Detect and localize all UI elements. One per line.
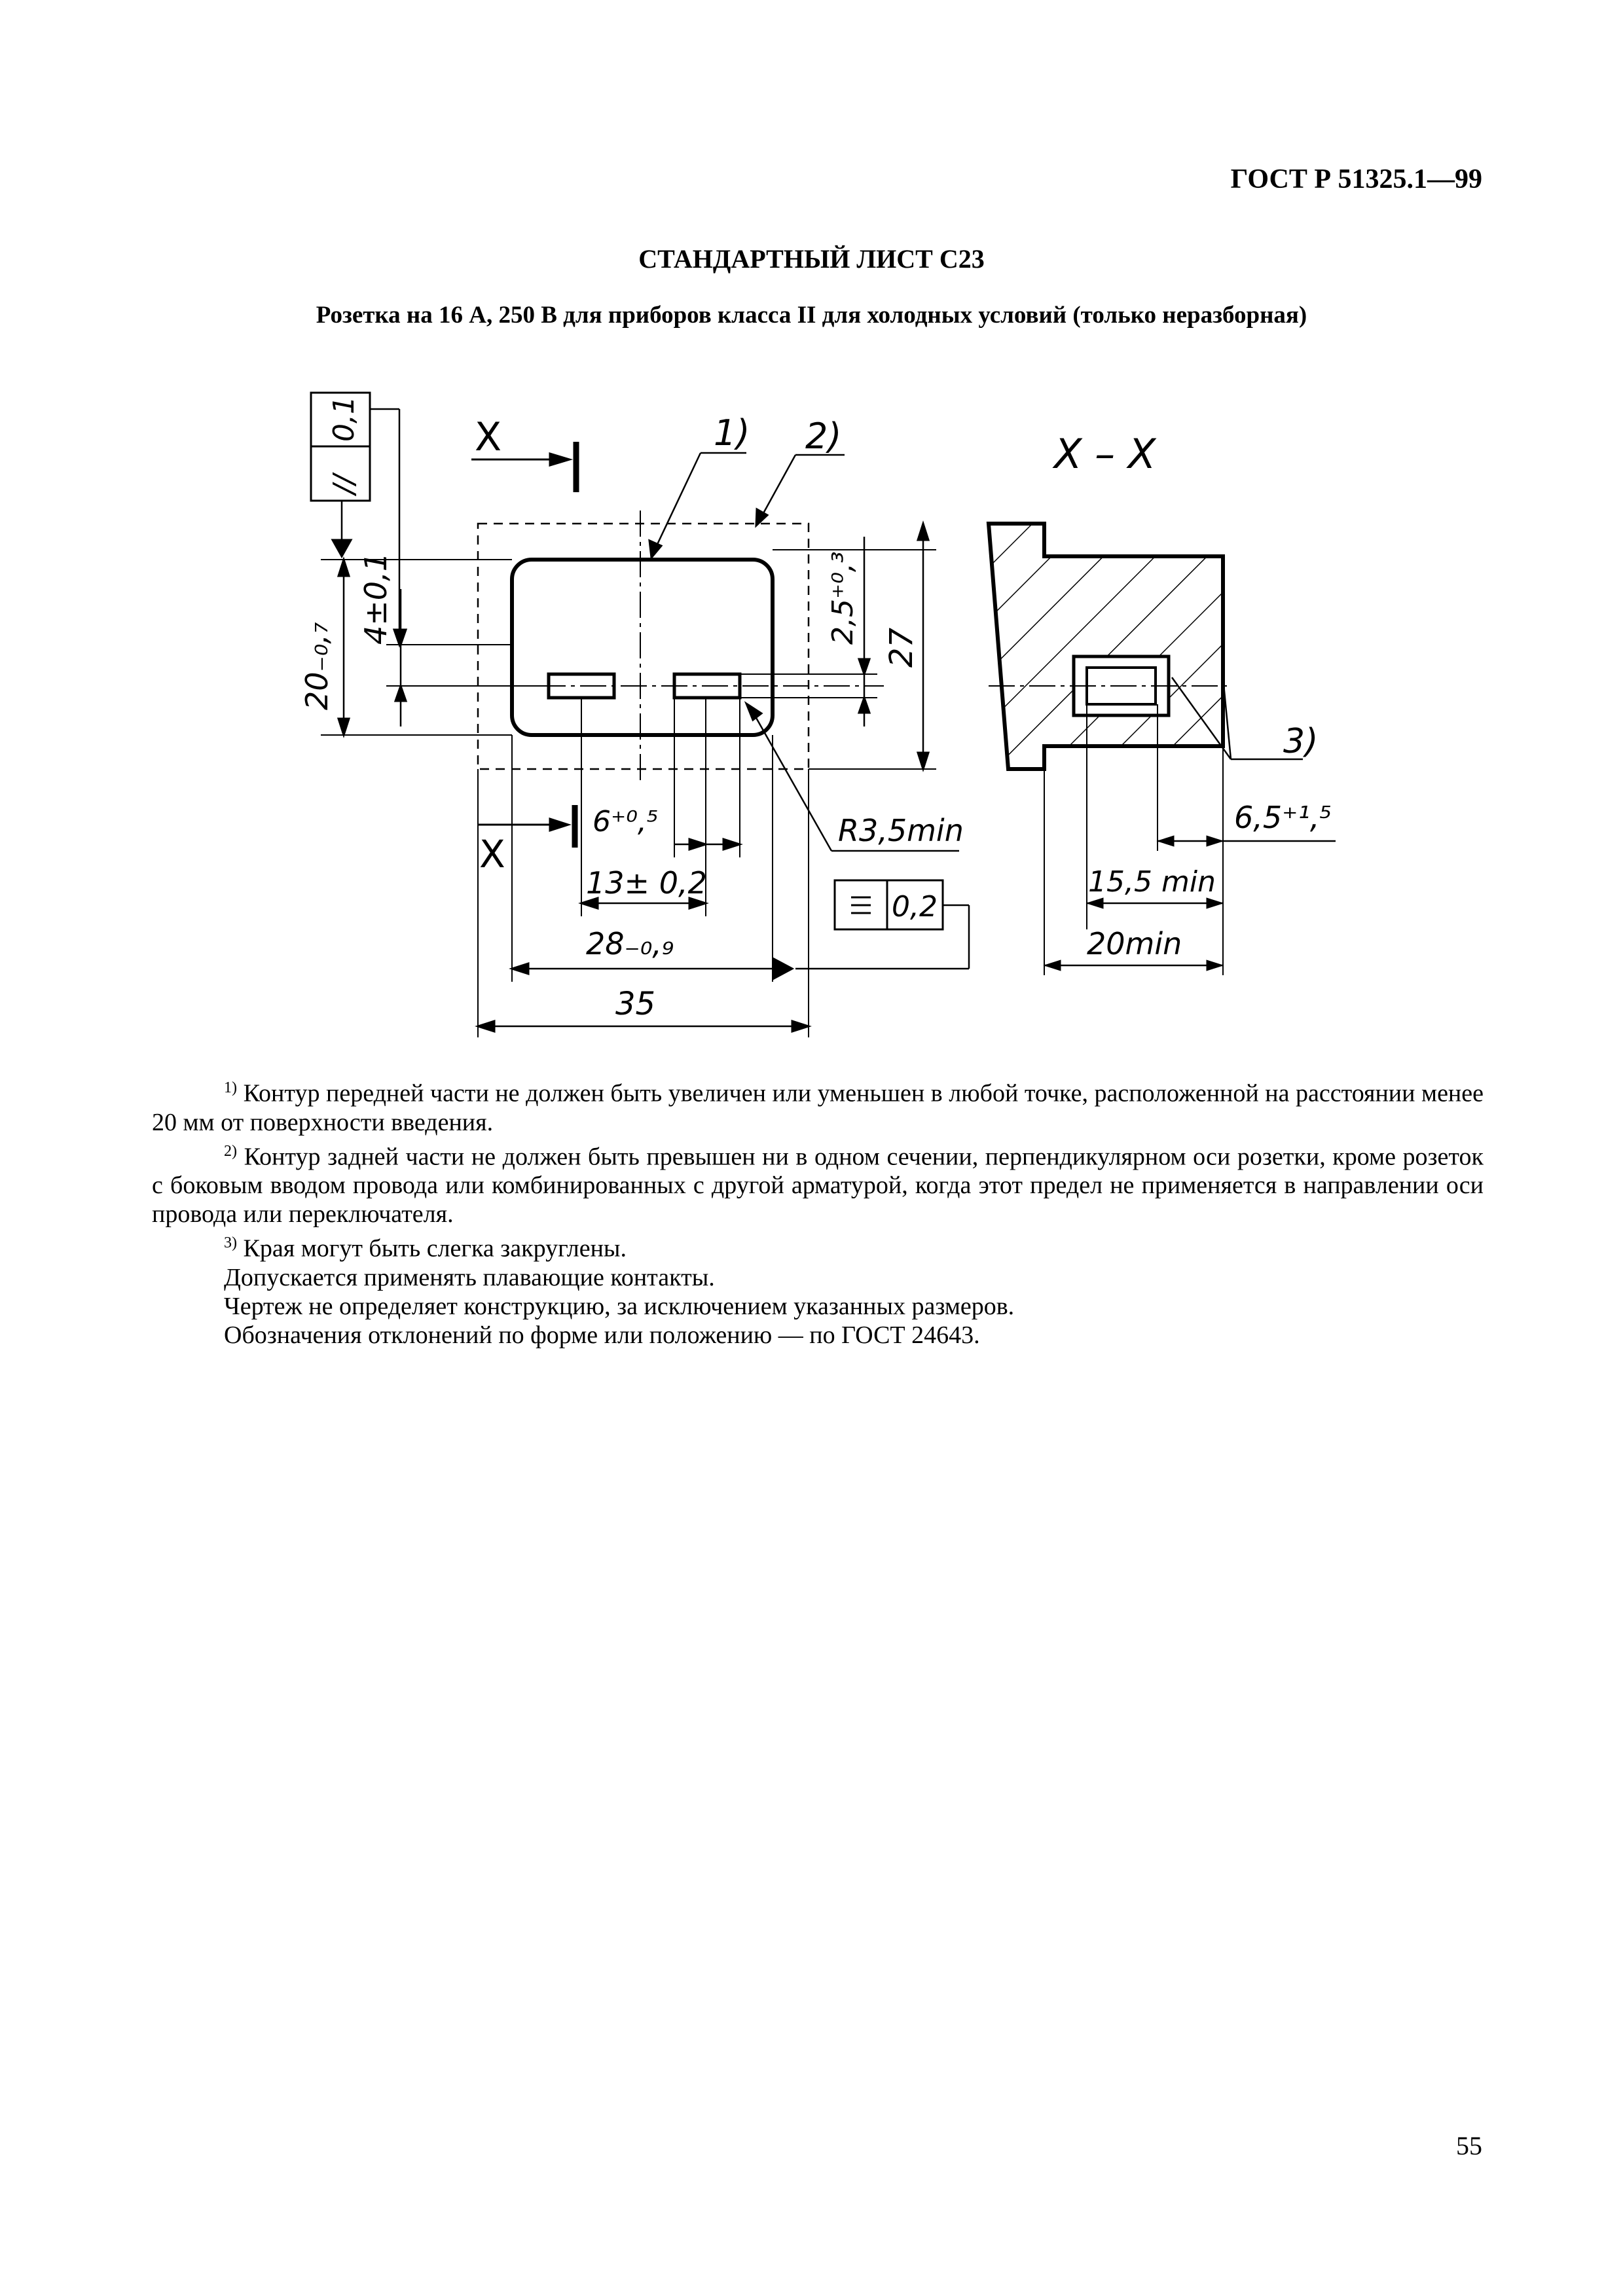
- section-mark-top: X: [475, 414, 502, 460]
- technical-drawing: [0, 0, 1623, 1047]
- sheet-subtitle: Розетка на 16 А, 250 В для приборов класса II для холодных условий (только неразборная): [316, 302, 1307, 329]
- dim-27: 27: [883, 627, 920, 668]
- dim-6-5: 6,5⁺¹,⁵: [1234, 800, 1332, 835]
- dim-28: 28₋₀,₉: [586, 926, 674, 961]
- reference-1: 1): [714, 412, 750, 454]
- dim-6: 6⁺⁰,⁵: [593, 805, 659, 838]
- tol-parallel-symbol: //: [327, 475, 361, 494]
- page-number: 55: [1456, 2131, 1482, 2161]
- dim-2-5: 2,5⁺⁰,³: [826, 551, 860, 645]
- dim-13: 13± 0,2: [586, 865, 707, 901]
- note-1: $^{1)}$ Контур передней части не должен быть увеличен или уменьшен в любой точке, расположенной на расстоянии менее 20 мм от поверхности введения.: [152, 1079, 1484, 1136]
- note-3: $^{3)}$ Края могут быть слегка закруглены.: [224, 1234, 627, 1263]
- dim-20min: 20min: [1087, 926, 1182, 961]
- note-6: Обозначения отклонений по форме или положению — по ГОСТ 24643.: [224, 1321, 980, 1349]
- section-mark-bottom: X: [479, 832, 505, 876]
- dim-15-5: 15,5 min: [1088, 865, 1216, 899]
- dim-4: 4±0,1: [358, 552, 393, 645]
- reference-3: 3): [1283, 722, 1319, 761]
- standard-header: ГОСТ Р 51325.1—99: [1230, 164, 1482, 194]
- section-body: [989, 524, 1223, 769]
- dim-20: 20₋₀,₇: [299, 622, 335, 710]
- note-4: Допускается применять плавающие контакты.: [224, 1263, 715, 1291]
- section-title: X – X: [1054, 430, 1156, 478]
- tol-parallel-value: 0,1: [327, 396, 361, 442]
- dim-radius: R3,5min: [838, 813, 964, 848]
- reference-2: 2): [805, 416, 842, 457]
- note-2: $^{2)}$ Контур задней части не должен быть превышен ни в одном сечении, перпендикулярном оси розетки, кроме розеток с боковым вводом провода или комбинированных с другой арматурой, когда этот предел не применяется в направлении оси провода или переключателя.: [152, 1142, 1484, 1229]
- sheet-title: СТАНДАРТНЫЙ ЛИСТ С23: [638, 244, 985, 274]
- dim-35: 35: [615, 986, 656, 1022]
- notes-block: [152, 1073, 1484, 1350]
- note-5: Чертеж не определяет конструкцию, за исключением указанных размеров.: [224, 1292, 1015, 1320]
- tol-symmetry-value: 0,2: [892, 890, 938, 924]
- socket-body-outline: [512, 560, 773, 735]
